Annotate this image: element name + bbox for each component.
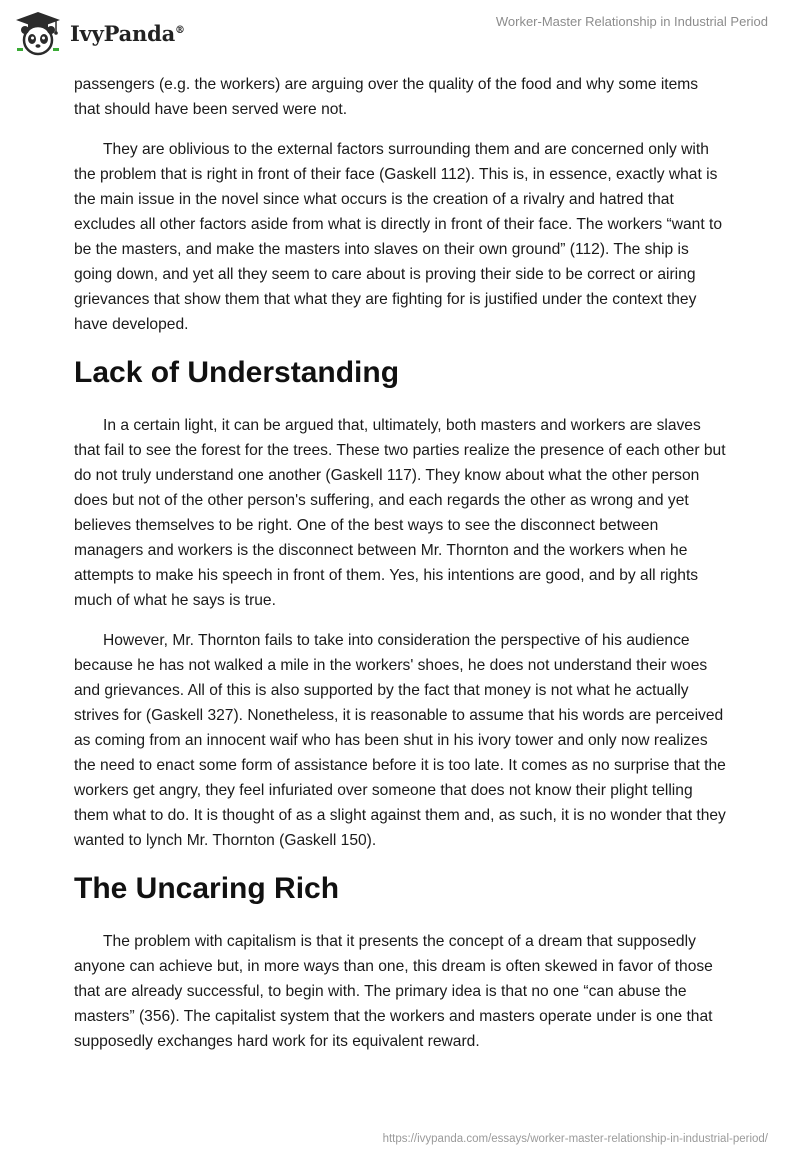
document-title: Worker-Master Relationship in Industrial Period [495, 14, 768, 29]
paragraph: They are oblivious to the external factors surrounding them and are concerned only with the problem that is right in front of their face (Gaskell 112). This is, in essence, exactly what is the main issue in the novel since what occurs is the creation of a rivalry and hatred that excludes all other factors aside from what is directly in front of their face. The workers “want to be the masters, and make the masters into slaves on their own ground” (112). The ship is going down, and yet all they seem to care about is proving their side to be correct or airing grievances that show them that what they are fighting for is justified under the context they have developed. [74, 141, 722, 333]
section-heading: Lack of Understanding [74, 356, 400, 389]
brand-name: IvyPanda® [70, 20, 185, 46]
paragraph: In a certain light, it can be argued that, ultimately, both masters and workers are slaves that fail to see the forest for the trees. These two parties realize the presence of each other but do not truly understand one another (Gaskell 117). They know about what the other person does but not of the other person's suffering, and each regards the other as wrong and yet believes themselves to be right. One of the best ways to see the disconnect between managers and workers is the disconnect between Mr. Thornton and the workers when he attempts to make his speech in front of them. Yes, his intentions are good, and by all rights much of what he says is true. [74, 417, 726, 609]
source-url-link[interactable]: https://ivypanda.com/essays/worker-master-relationship-in-industrial-period/ [382, 1133, 768, 1145]
section-heading: The Uncaring Rich [74, 872, 340, 905]
paragraph: However, Mr. Thornton fails to take into consideration the perspective of his audience because he has not walked a mile in the workers' shoes, he does not understand their woes and grievances. All of this is also supported by the fact that money is not what he actually strives for (Gaskell 327). Nonetheless, it is reasonable to assume that his words are perceived as coming from an innocent waif who has been shut in his ivory tower and only now realizes the need to enact some form of assistance before it is too late. It comes as no surprise that the workers get angry, they feel infuriated over someone that does not know their plight telling them what to do. It is thought of as a slight against them and, as such, it is no wonder that they wanted to lynch Mr. Thornton (Gaskell 150). [74, 632, 726, 849]
paragraph: passengers (e.g. the workers) are arguing over the quality of the food and why some items that should have been served were not. [74, 76, 699, 118]
essay-body [74, 72, 726, 1069]
panda-graduate-icon [14, 10, 62, 56]
brand-logo[interactable] [14, 10, 185, 56]
paragraph: The problem with capitalism is that it presents the concept of a dream that supposedly anyone can achieve but, in more ways than one, this dream is often skewed in favor of those that are already successful, to begin with. The primary idea is that no one “can abuse the masters” (356). The capitalist system that the workers and masters operate under is one that supposedly exchanges hard work for its equivalent reward. [74, 933, 713, 1050]
page-header [0, 0, 800, 70]
